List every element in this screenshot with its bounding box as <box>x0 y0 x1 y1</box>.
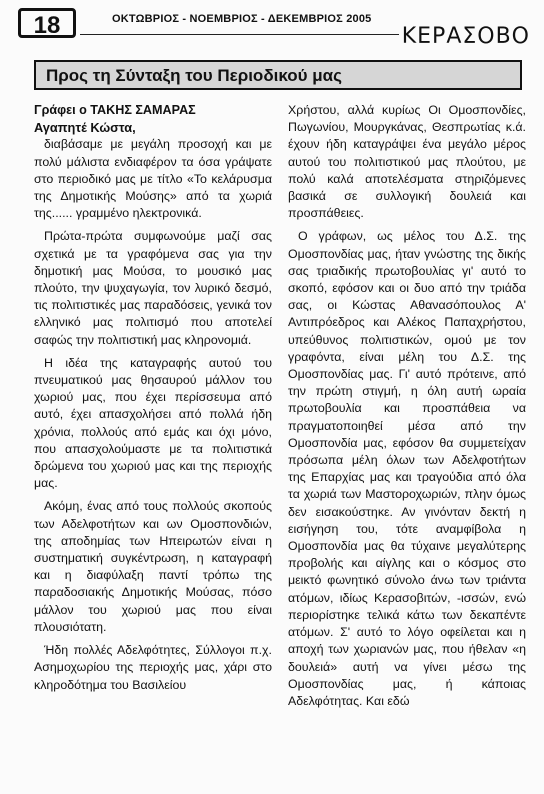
issue-date: ΟΚΤΩΒΡΙΟΣ - ΝΟΕΜΒΡΙΟΣ - ΔΕΚΕΜΒΡΙΟΣ 2005 <box>112 13 372 25</box>
paragraph: Ήδη πολλές Αδελφότητες, Σύλλογοι π.χ. Ασημοχωρίου της περιοχής μας, χάρι στο κληροδότημα του Βασιλείου <box>34 643 272 692</box>
article-title: Προς τη Σύνταξη του Περιοδικού μας <box>46 66 342 85</box>
paragraph: Ακόμη, ένας από τους πολλούς σκοπούς των Αδελφοτήτων και ων Ομοσπονδιών, της αποδημίας των Ηπειρωτών είναι η συστηματική συγκέντρωση, η καταγραφή και η διαφύλαξη παντί τρόπω της παραδοσιακής Δημοτικής Μούσας, πόσο μάλλον του χωριού μας που είναι πλουσιότατη. <box>34 499 272 634</box>
article-title-box <box>34 60 522 90</box>
page-number: 18 <box>18 8 76 38</box>
header-rule <box>80 34 399 35</box>
paragraph: Ο γράφων, ως μέλος του Δ.Σ. της Ομοσπονδίας μας, ήταν γνώστης της δικής σας τριαδικής πρωτοβουλίας γι' αυτό το σκοπό, εφόσον και οι δυο από την τριάδα σας, οι Κώστας Αθανασόπουλος Α' Αντιπρόεδρος και Αλέκος Παπαχρήστου, υπεύθυνος πολιτιστικών, ομού με τον γραφόντα, είναι μέλη του Δ.Σ. της Ομοσπονδίας μας. Γι' αυτό πρότεινε, από την πρώτη στιγμή, η όλη αυτή ωραία πρωτοβουλία και προσπάθεια να πραγματοποιηθεί μέσα από την Ομοσπονδία μας, εφόσον θα συμμετείχαν πρόσωπα μέλη όλων των Αδελφοτήτων της Επαρχίας μας και τραγούδια από όλα τα χωριά των Μαστοροχωριών, πλην όμως δεν εισακούστηκε. Αν γινόνταν δεκτή η εισήγηση του, τότε αναμφίβολα η Ομοσπονδία μας θα τύχαινε μεγαλύτερης προβολής και αίγλης και ο κόσμος στο μεικτό φωνητικό σύνολο άνω των τριάντα ατόμων, ιδίως Κερασοβιτών, -ισσών, ενώ περιορίστηκε τελικά κάτω των δεκαπέντε ατόμων. Σ' αυτό το λόγο οφείλεται και η αποχή των χωριανών μας, που ήθελαν «η δουλειά» αυτή να γίνει μέσω της Ομοσπονδίας μας, ή κάποιας Αδελφότητας. Και εδώ <box>288 229 526 708</box>
author-line: Γράφει ο ΤΑΚΗΣ ΣΑΜΑΡΑΣ <box>34 103 196 117</box>
magazine-brand: ΚΕΡΑΣΟΒΟ <box>401 24 530 49</box>
paragraph: Η ιδέα της καταγραφής αυτού του πνευματικού μας θησαυρού μάλλον του χωριού μας, που έχει περίσσευμα από αυτό, έχει απασχολήσει από πολλά ήδη χρόνια, πολλούς από εμάς και όχι μόνο, που απασχολούμαστε με τα πολιτιστικά δρώμενα του χωριού μας και της περιοχής μας. <box>34 355 272 491</box>
article-body <box>34 102 526 788</box>
salutation: Αγαπητέ Κώστα, <box>34 120 136 136</box>
paragraph: Χρήστου, αλλά κυρίως Οι Ομοσπονδίες, Πωγωνίου, Μουργκάνας, Θεσπρωτίας κ.ά. έχουν ήδη καταγράψει ένα μεγάλο μέρος αυτού του πολιτιστικού μας πλούτου, με πολύ καλά αποτελέσματα στηριζόμενες βασικά σε συλλογική δουλειά και προσπάθειες. <box>288 103 526 221</box>
paragraph: διαβάσαμε με μεγάλη προσοχή και με πολύ μάλιστα ενδιαφέρον τα όσα γράψατε στο περιοδικό μας με τίτλο «Το κελάρυσμα της Δημοτικής Μούσης» από τα χωριά της...... γραμμένο ηλεκτρονικά. <box>34 137 272 221</box>
right-column <box>288 102 526 788</box>
left-column <box>34 102 272 788</box>
paragraph: Πρώτα-πρώτα συμφωνούμε μαζί σας σχετικά με τα γραφόμενα σας για την δημοτική μας Μούσα, το μουσικό μας πλούτο, την ψυχαγωγία, τον λυρικό δεσμό, τις πολιτιστικές μας παραδόσεις, γενικά τον ελληνικό μας πολιτισμό που αποτελεί σαφώς την πολιτιστική μας κληρονομιά. <box>34 229 272 347</box>
